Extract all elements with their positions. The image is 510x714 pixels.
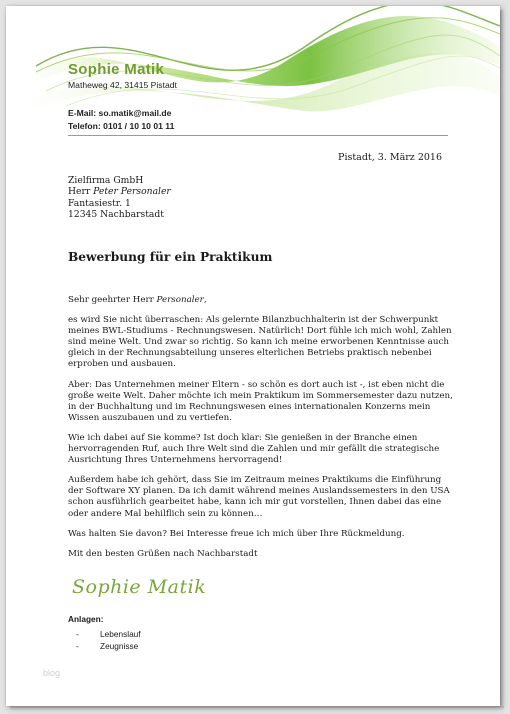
letter-subject: Bewerbung für ein Praktikum (68, 250, 273, 264)
body-paragraph: Außerdem habe ich gehört, dass Sie im Zeitraum meines Praktikums die Einführung der Software XY planen. Da ich damit während meines Auslandssemesters in den USA schon ausführlich gearbeitet habe, kann ich mir gut vorstellen, Ihnen dabei das eine oder andere Mal behilflich sein zu können… (68, 475, 450, 519)
attachment-bullet: - (76, 641, 79, 651)
attachments-block (68, 614, 141, 652)
sender-email: E-Mail: so.matik@mail.de (68, 108, 172, 118)
body-paragraph: Wie ich dabei auf Sie komme? Ist doch klar: Sie genießen in der Branche einen hervorragenden Ruf, auch Ihre Welt sind die Zahlen und mir gefällt die strategische Ausrichtung Ihres Unternehmens hervorragend! (68, 432, 440, 466)
letter-greeting (68, 295, 456, 306)
closing-line: Mit den besten Grüßen nach Nachbarstadt (68, 548, 258, 559)
recipient-street: Fantasiestr. 1 (68, 197, 131, 209)
attachment-label: Lebenslauf (100, 629, 141, 639)
recipient-person: Peter Personaler (93, 186, 171, 198)
sender-phone: Telefon: 0101 / 10 10 01 11 (68, 121, 175, 131)
attachment-label: Zeugnisse (100, 641, 139, 651)
page-shadow (500, 10, 504, 708)
greeting-suffix: , (203, 295, 207, 305)
date-line: Pistadt, 3. März 2016 (338, 152, 442, 163)
sender-name: Sophie Matik (68, 61, 165, 78)
recipient-city: 12345 Nachbarstadt (68, 208, 164, 220)
page-shadow (10, 706, 504, 710)
body-paragraph: Aber: Das Unternehmen meiner Eltern - so schön es dort auch ist -, ist eben nicht die große weite Welt. Daher möchte ich mein Praktikum im Sommersemester dazu nutzen, in der Buchhaltung und im Rechnungswesen eines internationalen Konzerns mein Wissen auszubauen und zu vertiefen. (68, 379, 453, 423)
attachments-title: Anlagen: (68, 614, 104, 624)
letter-page (6, 6, 500, 706)
recipient-address (68, 175, 171, 220)
attachment-bullet: - (76, 629, 79, 639)
attachment-item (68, 640, 141, 652)
watermark: blog (43, 668, 61, 678)
greeting-prefix: Sehr geehrter Herr (68, 295, 157, 305)
greeting-name: Personaler (156, 295, 204, 305)
body-paragraph: Was halten Sie davon? Bei Interesse freue ich mich über Ihre Rückmeldung. (68, 528, 405, 539)
recipient-salutation: Herr (68, 186, 94, 198)
sender-address: Matheweg 42, 31415 Pistadt (68, 80, 177, 90)
recipient-company: Zielfirma GmbH (68, 175, 144, 186)
letter-body (68, 295, 456, 560)
header-divider (68, 135, 448, 136)
signature: Sophie Matik (72, 576, 207, 598)
sender-contact (68, 107, 174, 133)
body-paragraph: es wird Sie nicht überraschen: Als gelernte Bilanzbuchhalterin ist der Schwerpunkt meines BWL-Studiums - Rechnungswesen. Natürlich! Dort fühle ich mich wohl, Zahlen sind meine Welt. Und zwar so richtig. So kann ich meine erworbenen Kenntnisse auch gleich in der Rechnungsabteilung unseres elterlichen Betriebs praktisch nebenbei erproben und ausbauen. (68, 315, 452, 370)
recipient-person-line (68, 186, 171, 197)
attachment-item (68, 628, 141, 640)
